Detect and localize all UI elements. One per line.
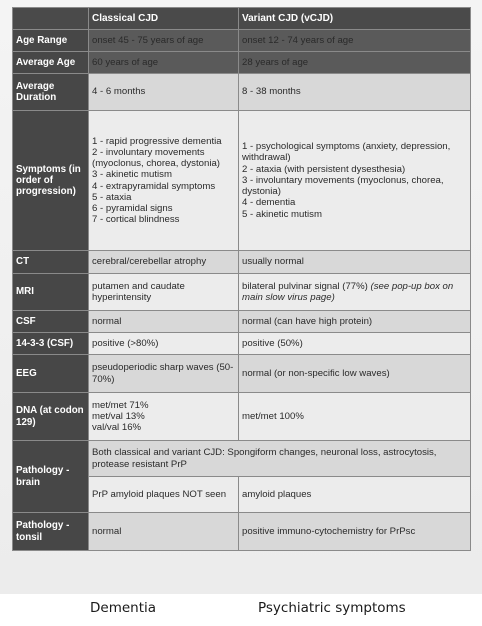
table-row [13, 111, 471, 251]
variant-pathology-brain: amyloid plaques [239, 477, 471, 513]
header-row [13, 8, 471, 30]
row-label-pathology-brain: Pathology - brain [13, 441, 89, 513]
classical-average-age: 60 years of age [89, 52, 239, 74]
row-label-ct: CT [13, 251, 89, 274]
table-row [13, 393, 471, 441]
row-label-14-3-3: 14-3-3 (CSF) [13, 333, 89, 355]
header-corner [13, 8, 89, 30]
classical-eeg: pseudoperiodic sharp waves (50-70%) [89, 355, 239, 393]
variant-symptom-1: 1 - psychological symptoms (anxiety, depression, withdrawal) [242, 141, 451, 164]
variant-ct: usually normal [239, 251, 471, 274]
row-label-average-age: Average Age [13, 52, 89, 74]
classical-dna-3: val/val 16% [92, 422, 142, 434]
classical-dna-1: met/met 71% [92, 399, 149, 411]
variant-pathology-tonsil: positive immuno-cytochemistry for PrPsc [239, 513, 471, 551]
row-label-dna: DNA (at codon 129) [13, 393, 89, 441]
variant-csf: normal (can have high protein) [239, 311, 471, 333]
variant-mri-text: bilateral pulvinar signal (77%) [242, 280, 368, 292]
classical-symptoms [89, 111, 239, 251]
table-row [13, 74, 471, 111]
variant-mri [239, 274, 471, 311]
classical-dna [89, 393, 239, 441]
variant-average-age: 28 years of age [239, 52, 471, 74]
variant-symptom-5: 5 - akinetic mutism [242, 208, 322, 220]
table-row [13, 333, 471, 355]
variant-average-duration: 8 - 38 months [239, 74, 471, 111]
shared-pathology-brain: Both classical and variant CJD: Spongiform changes, neuronal loss, astrocytosis, protease resistant PrP [89, 441, 471, 477]
classical-symptom-3: 3 - akinetic mutism [92, 169, 172, 181]
variant-symptom-2: 2 - ataxia (with persistent dysesthesia) [242, 163, 406, 175]
classical-symptom-5: 5 - ataxia [92, 191, 132, 203]
classical-pathology-brain: PrP amyloid plaques NOT seen [89, 477, 239, 513]
classical-symptom-7: 7 - cortical blindness [92, 214, 180, 226]
classical-dna-2: met/val 13% [92, 410, 145, 422]
table-row [13, 251, 471, 274]
variant-symptom-3: 3 - involuntary movements (myoclonus, chorea, dystonia) [242, 174, 444, 198]
variant-14-3-3: positive (50%) [239, 333, 471, 355]
classical-symptom-2: 2 - involuntary movements (myoclonus, chorea, dystonia) [92, 146, 220, 170]
classical-pathology-tonsil: normal [89, 513, 239, 551]
row-label-csf: CSF [13, 311, 89, 333]
classical-age-range: onset 45 - 75 years of age [89, 30, 239, 52]
caption-dementia: Dementia [90, 600, 157, 616]
table-row [13, 355, 471, 393]
classical-average-duration: 4 - 6 months [89, 74, 239, 111]
caption-psychiatric-symptoms: Psychiatric symptoms [258, 600, 406, 616]
classical-mri: putamen and caudate hyperintensity [89, 274, 239, 311]
classical-symptom-1: 1 - rapid progressive dementia [92, 135, 222, 147]
header-variant-cjd: Variant CJD (vCJD) [239, 8, 471, 30]
table-row [13, 30, 471, 52]
row-label-symptoms: Symptoms (in order of progression) [13, 111, 89, 251]
header-classical-cjd: Classical CJD [89, 8, 239, 30]
table-row [13, 52, 471, 74]
variant-symptoms [239, 111, 471, 251]
table-row [13, 274, 471, 311]
variant-dna: met/met 100% [239, 393, 471, 441]
classical-symptom-4: 4 - extrapyramidal symptoms [92, 180, 216, 192]
classical-symptom-6: 6 - pyramidal signs [92, 202, 173, 214]
variant-mri-note: (see pop-up box on main slow virus page) [242, 280, 454, 303]
classical-csf: normal [89, 311, 239, 333]
row-label-eeg: EEG [13, 355, 89, 393]
row-label-pathology-tonsil: Pathology - tonsil [13, 513, 89, 551]
table-row [13, 441, 471, 477]
row-label-age-range: Age Range [13, 30, 89, 52]
classical-14-3-3: positive (>80%) [89, 333, 239, 355]
captions [0, 600, 482, 622]
row-label-mri: MRI [13, 274, 89, 311]
cjd-comparison-table [12, 7, 471, 551]
variant-eeg: normal (or non-specific low waves) [239, 355, 471, 393]
table-row [13, 513, 471, 551]
classical-ct: cerebral/cerebellar atrophy [89, 251, 239, 274]
variant-age-range: onset 12 - 74 years of age [239, 30, 471, 52]
table-row [13, 311, 471, 333]
row-label-average-duration: Average Duration [13, 74, 89, 111]
variant-symptom-4: 4 - dementia [242, 197, 296, 209]
